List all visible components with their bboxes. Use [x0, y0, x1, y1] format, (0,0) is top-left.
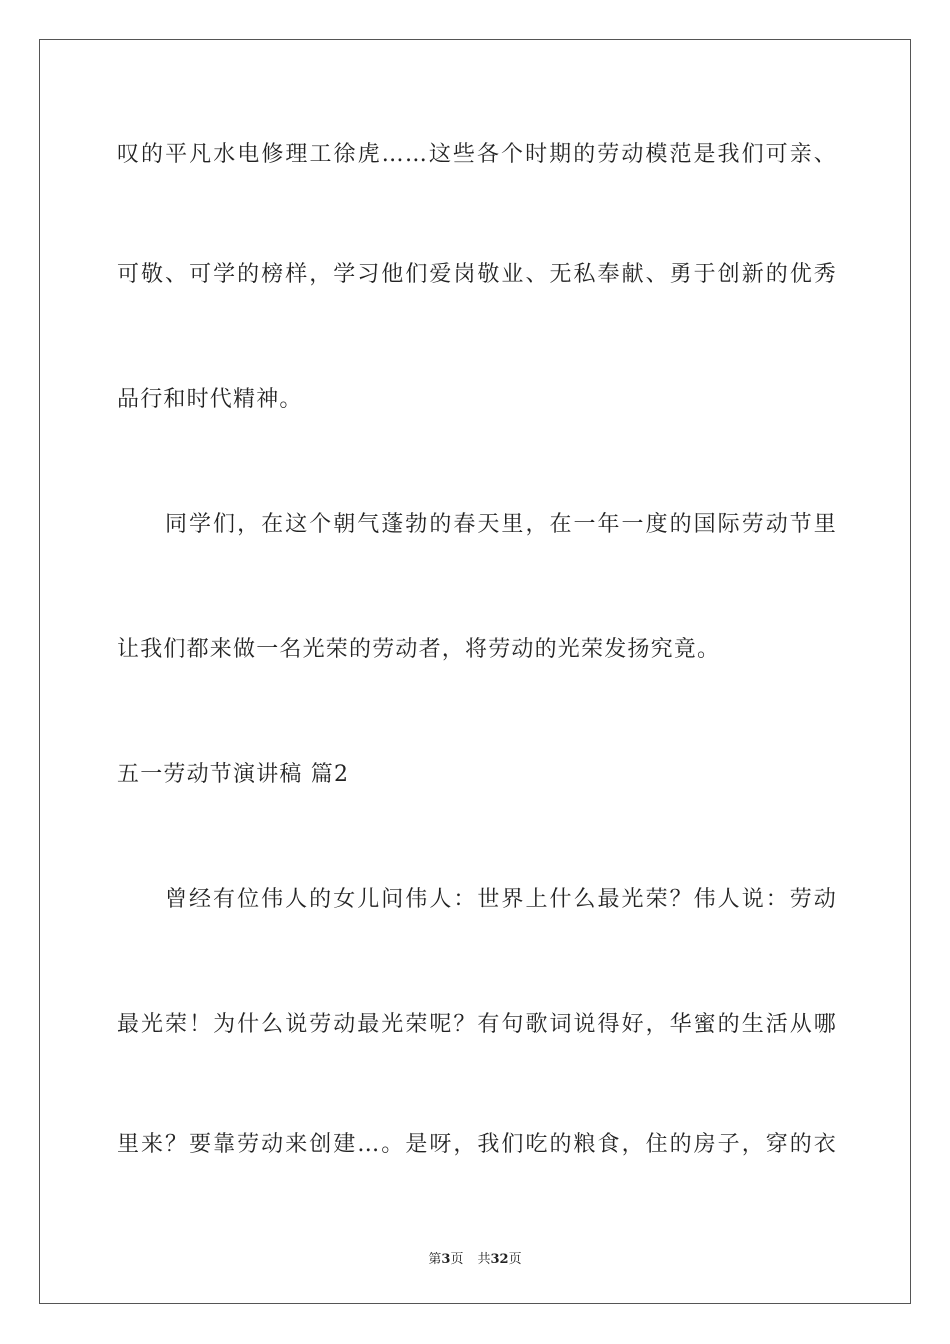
body-line-5: 让我们都来做一名光荣的劳动者，将劳动的光荣发扬究竟。 — [117, 637, 721, 662]
footer-page-suffix: 页 — [450, 1252, 464, 1267]
body-line-3: 品行和时代精神。 — [117, 387, 303, 412]
body-line-1: 叹的平凡水电修理工徐虎……这些各个时期的劳动模范是我们可亲、 — [117, 142, 837, 167]
body-line-7: 最光荣！为什么说劳动最光荣呢？有句歌词说得好，华蜜的生活从哪 — [117, 1012, 837, 1037]
body-line-8: 里来？要靠劳动来创建…。是呀，我们吃的粮食，住的房子，穿的衣 — [117, 1132, 837, 1157]
footer-page-prefix: 第 — [428, 1252, 442, 1267]
section-heading: 五一劳动节演讲稿 篇2 — [117, 762, 350, 787]
footer-total-pages: 32 — [490, 1252, 509, 1267]
body-line-2: 可敬、可学的榜样，学习他们爱岗敬业、无私奉献、勇于创新的优秀 — [117, 262, 837, 287]
body-line-4: 同学们，在这个朝气蓬勃的春天里，在一年一度的国际劳动节里 — [165, 512, 837, 537]
body-line-6: 曾经有位伟人的女儿问伟人：世界上什么最光荣？伟人说：劳动 — [165, 887, 837, 912]
footer-page-number: 3 — [441, 1252, 451, 1267]
footer-total-suffix: 页 — [508, 1252, 522, 1267]
page-footer — [0, 1248, 950, 1267]
footer-total-prefix: 共 — [477, 1252, 491, 1267]
page-border — [39, 39, 911, 1304]
